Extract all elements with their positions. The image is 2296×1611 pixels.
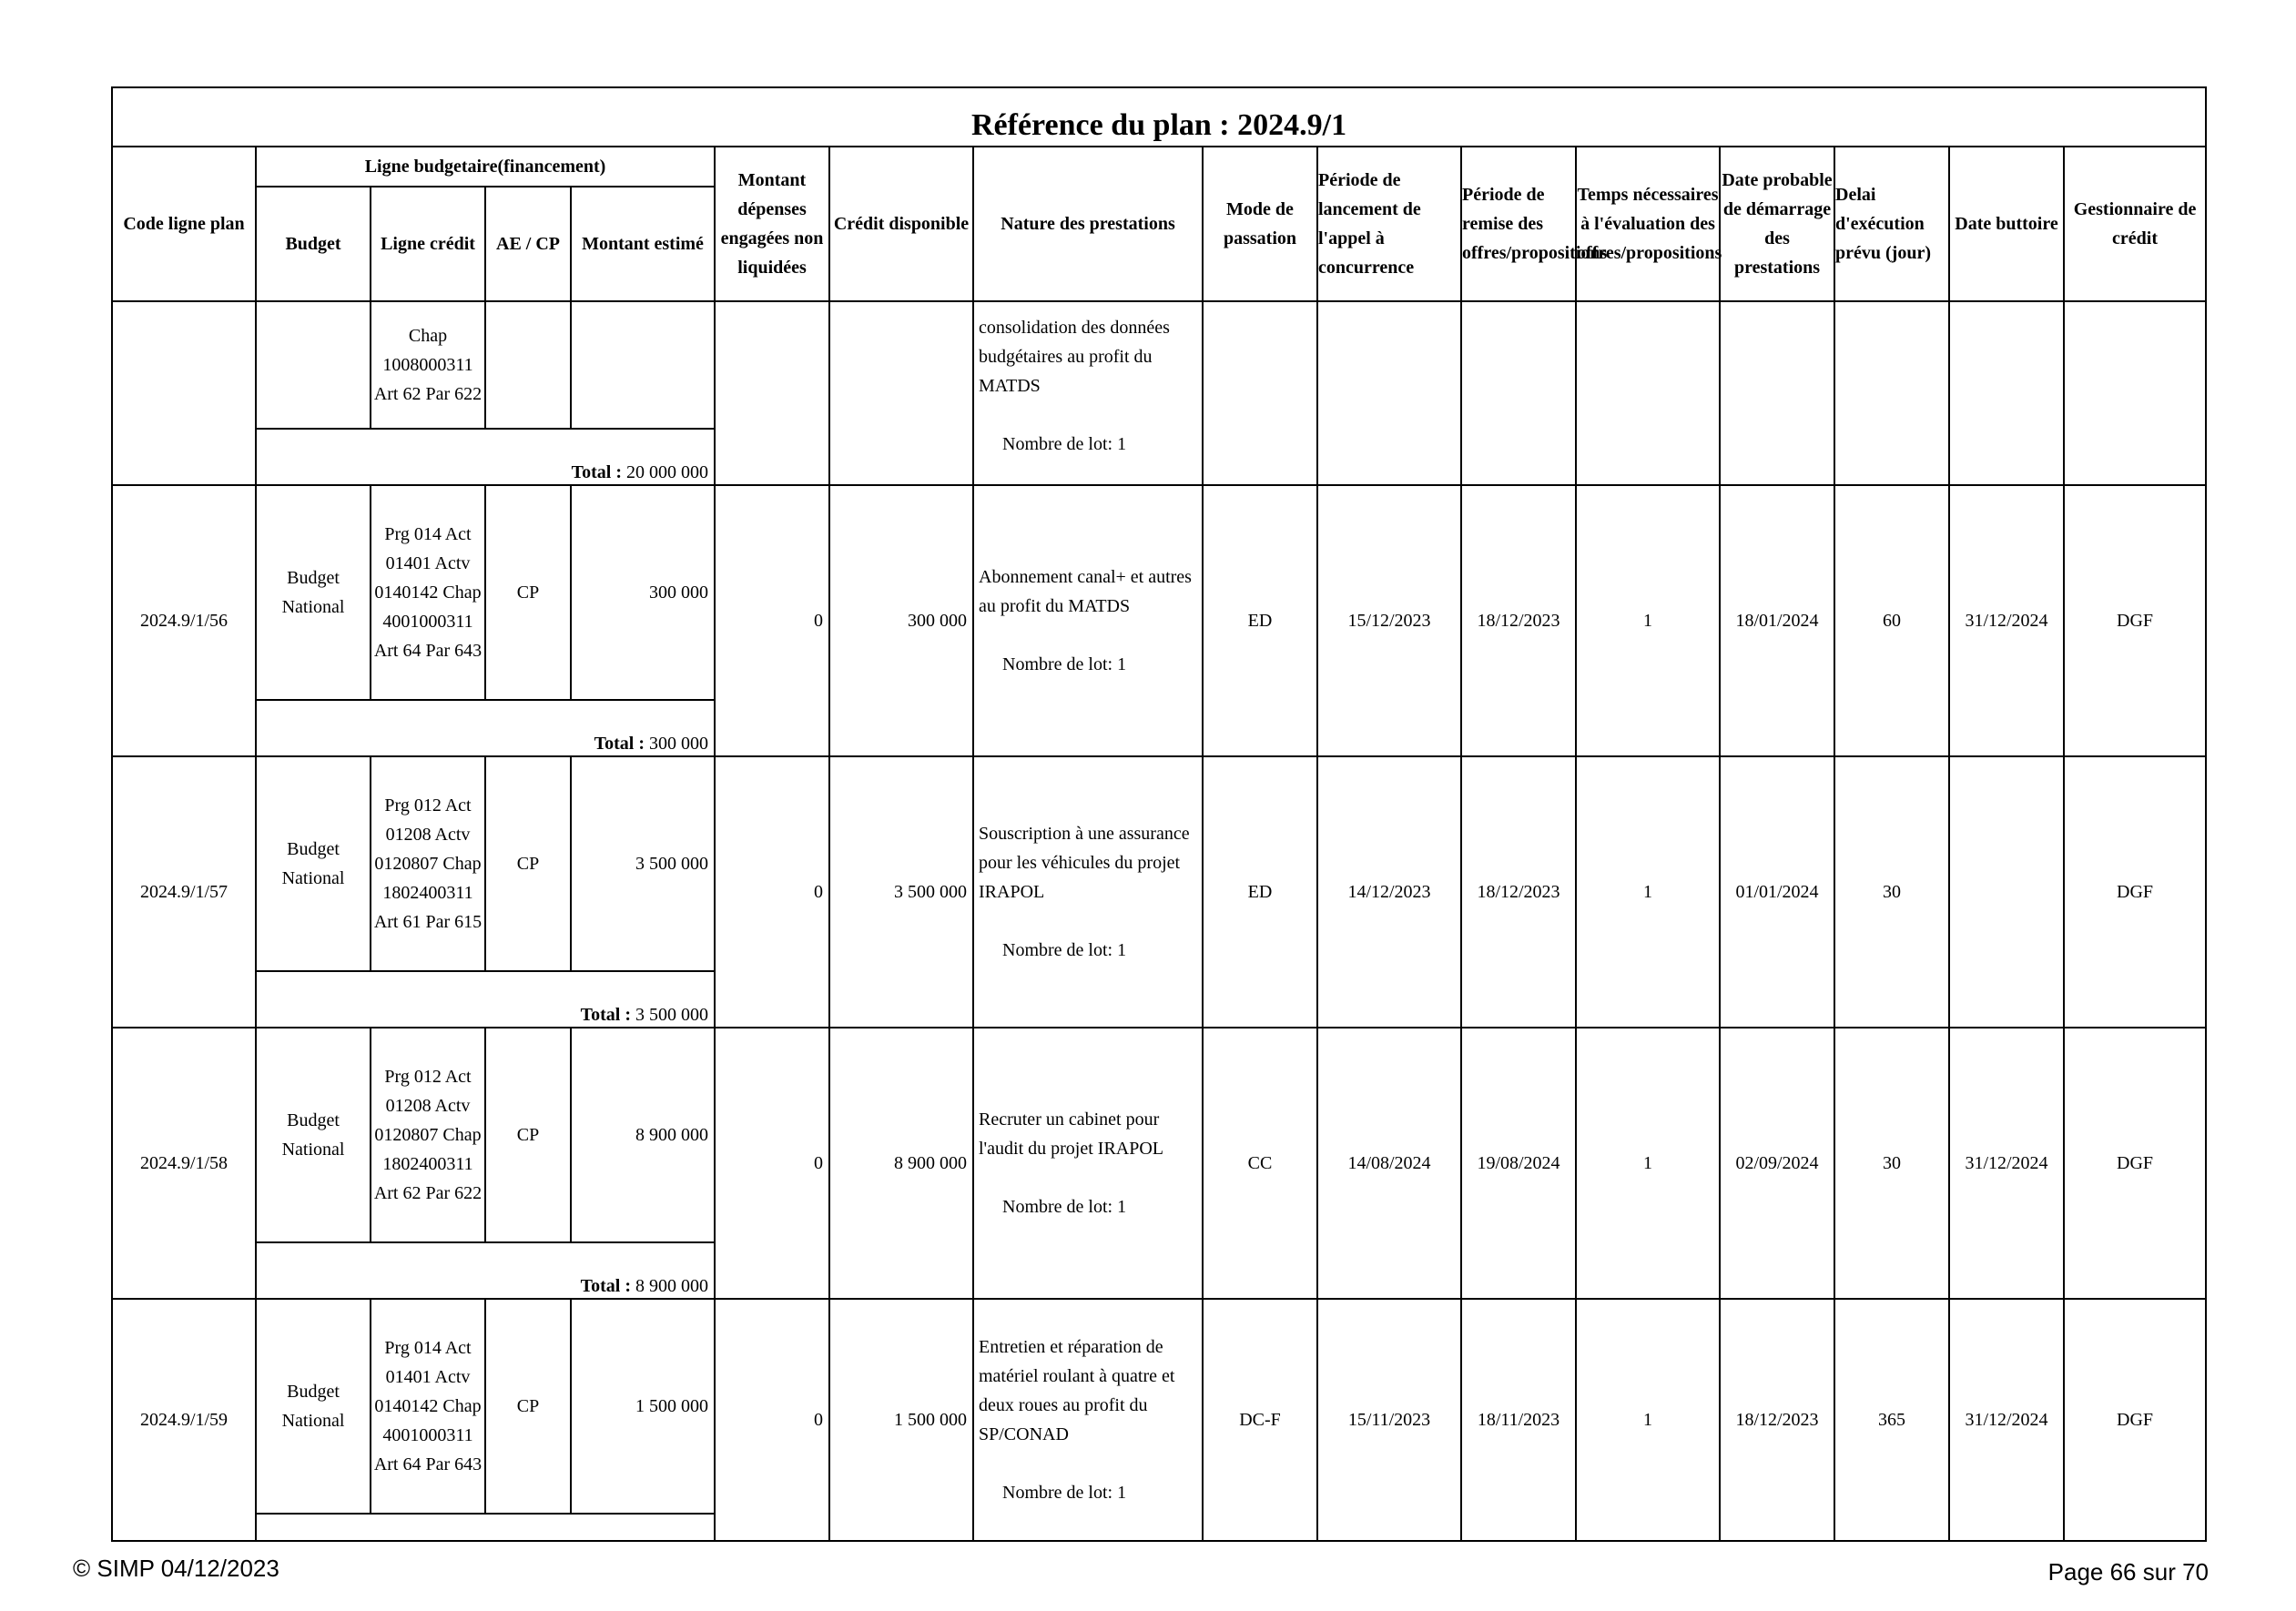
table-row xyxy=(112,1028,2206,1242)
footer-page-number: Page 66 sur 70 xyxy=(2047,1558,2209,1586)
delai-execution-cell: 30 xyxy=(1834,756,1949,1028)
delai-execution-cell: 365 xyxy=(1834,1299,1949,1541)
gestionnaire-cell: DGF xyxy=(2064,485,2206,756)
total-row xyxy=(256,700,715,756)
header-mode-passation: Mode de passation xyxy=(1203,147,1317,301)
header-date-demarrage: Date probable de démarrage des prestations xyxy=(1720,147,1834,301)
mode-passation-cell xyxy=(1203,301,1317,485)
montant-depenses-cell xyxy=(715,301,829,485)
code-ligne-plan-cell xyxy=(112,301,256,485)
montant-depenses-cell: 0 xyxy=(715,1299,829,1541)
temps-evaluation-cell: 1 xyxy=(1576,1299,1720,1541)
credit-disponible-cell: 3 500 000 xyxy=(829,756,973,1028)
procurement-plan-table xyxy=(111,86,2207,1542)
date-buttoire-cell: 31/12/2024 xyxy=(1949,1028,2064,1299)
total-value: 8 900 000 xyxy=(635,1276,708,1296)
total-label: Total : xyxy=(580,1005,631,1025)
ae-cp-cell: CP xyxy=(485,756,571,971)
date-buttoire-cell: 31/12/2024 xyxy=(1949,1299,2064,1541)
nature-text: Entretien et réparation de matériel roulant à quatre et deux roues au profit du SP/CONAD xyxy=(979,1337,1175,1444)
periode-lancement-cell xyxy=(1317,301,1461,485)
nature-prestations-cell xyxy=(973,301,1203,485)
lot-count: Nombre de lot: 1 xyxy=(1002,940,1127,960)
nature-text: consolidation des données budgétaires au profit du MATDS xyxy=(979,318,1170,396)
header-nature-prestations: Nature des prestations xyxy=(973,147,1203,301)
periode-lancement-cell: 15/12/2023 xyxy=(1317,485,1461,756)
temps-evaluation-cell: 1 xyxy=(1576,756,1720,1028)
periode-lancement-cell: 14/08/2024 xyxy=(1317,1028,1461,1299)
header-periode-lancement: Période de lancement de l'appel à concurrence xyxy=(1317,147,1461,301)
header-montant-depenses: Montant dépenses engagées non liquidées xyxy=(715,147,829,301)
total-value: 3 500 000 xyxy=(635,1005,708,1025)
total-value: 300 000 xyxy=(649,734,708,754)
date-demarrage-cell xyxy=(1720,301,1834,485)
lot-count: Nombre de lot: 1 xyxy=(1002,1197,1127,1217)
ligne-credit-cell: Prg 012 Act 01208 Actv 0120807 Chap 1802400311 Art 62 Par 622 xyxy=(371,1028,485,1242)
header-credit-disponible: Crédit disponible xyxy=(829,147,973,301)
periode-remise-cell: 18/11/2023 xyxy=(1461,1299,1576,1541)
total-row xyxy=(256,971,715,1028)
mode-passation-cell: ED xyxy=(1203,485,1317,756)
gestionnaire-cell xyxy=(2064,301,2206,485)
temps-evaluation-cell xyxy=(1576,301,1720,485)
total-label: Total : xyxy=(594,734,645,754)
code-ligne-plan-cell: 2024.9/1/58 xyxy=(112,1028,256,1299)
mode-passation-cell: CC xyxy=(1203,1028,1317,1299)
code-ligne-plan-cell: 2024.9/1/56 xyxy=(112,485,256,756)
periode-remise-cell xyxy=(1461,301,1576,485)
total-row xyxy=(256,1242,715,1299)
periode-remise-cell: 18/12/2023 xyxy=(1461,756,1576,1028)
montant-estime-cell xyxy=(571,301,715,429)
lot-count: Nombre de lot: 1 xyxy=(1002,654,1127,674)
periode-remise-cell: 18/12/2023 xyxy=(1461,485,1576,756)
budget-cell: Budget National xyxy=(256,485,371,700)
montant-depenses-cell: 0 xyxy=(715,1028,829,1299)
budget-cell: Budget National xyxy=(256,756,371,971)
ligne-credit-cell: Prg 014 Act 01401 Actv 0140142 Chap 4001000311 Art 64 Par 643 xyxy=(371,1299,485,1514)
montant-depenses-cell: 0 xyxy=(715,756,829,1028)
header-budget: Budget xyxy=(256,187,371,301)
total-value: 20 000 000 xyxy=(626,462,708,482)
montant-estime-cell: 8 900 000 xyxy=(571,1028,715,1242)
header-montant-estime: Montant estimé xyxy=(571,187,715,301)
table-row xyxy=(112,485,2206,700)
header-date-buttoire: Date buttoire xyxy=(1949,147,2064,301)
temps-evaluation-cell: 1 xyxy=(1576,1028,1720,1299)
credit-disponible-cell: 300 000 xyxy=(829,485,973,756)
header-code-ligne-plan: Code ligne plan xyxy=(112,147,256,301)
code-ligne-plan-cell: 2024.9/1/57 xyxy=(112,756,256,1028)
budget-cell xyxy=(256,301,371,429)
total-label: Total : xyxy=(571,462,622,482)
gestionnaire-cell: DGF xyxy=(2064,1299,2206,1541)
gestionnaire-cell: DGF xyxy=(2064,1028,2206,1299)
nature-prestations-cell xyxy=(973,1028,1203,1299)
header-periode-remise: Période de remise des offres/propositions xyxy=(1461,147,1576,301)
periode-lancement-cell: 14/12/2023 xyxy=(1317,756,1461,1028)
date-demarrage-cell: 01/01/2024 xyxy=(1720,756,1834,1028)
footer-copyright: © SIMP 04/12/2023 xyxy=(73,1555,279,1582)
header-delai-execution: Delai d'exécution prévu (jour) xyxy=(1834,147,1949,301)
header-ligne-credit: Ligne crédit xyxy=(371,187,485,301)
gestionnaire-cell: DGF xyxy=(2064,756,2206,1028)
nature-text: Souscription à une assurance pour les véhicules du projet IRAPOL xyxy=(979,824,1190,902)
mode-passation-cell: ED xyxy=(1203,756,1317,1028)
periode-remise-cell: 19/08/2024 xyxy=(1461,1028,1576,1299)
total-row xyxy=(256,1514,715,1541)
header-ligne-budgetaire: Ligne budgetaire(financement) xyxy=(256,147,715,187)
table-row xyxy=(112,756,2206,971)
total-row xyxy=(256,429,715,485)
header-gestionnaire-credit: Gestionnaire de crédit xyxy=(2064,147,2206,301)
header-temps-evaluation: Temps nécessaires à l'évaluation des offres/propositions xyxy=(1576,147,1720,301)
total-label: Total : xyxy=(580,1276,631,1296)
ae-cp-cell: CP xyxy=(485,1028,571,1242)
montant-depenses-cell: 0 xyxy=(715,485,829,756)
budget-cell: Budget National xyxy=(256,1028,371,1242)
ae-cp-cell: CP xyxy=(485,1299,571,1514)
lot-count: Nombre de lot: 1 xyxy=(1002,434,1127,454)
budget-cell: Budget National xyxy=(256,1299,371,1514)
ae-cp-cell: CP xyxy=(485,485,571,700)
montant-estime-cell: 1 500 000 xyxy=(571,1299,715,1514)
header-ae-cp: AE / CP xyxy=(485,187,571,301)
date-buttoire-cell xyxy=(1949,756,2064,1028)
ligne-credit-cell: Prg 014 Act 01401 Actv 0140142 Chap 4001000311 Art 64 Par 643 xyxy=(371,485,485,700)
code-ligne-plan-cell: 2024.9/1/59 xyxy=(112,1299,256,1541)
date-demarrage-cell: 02/09/2024 xyxy=(1720,1028,1834,1299)
nature-text: Recruter un cabinet pour l'audit du projet IRAPOL xyxy=(979,1109,1164,1159)
credit-disponible-cell xyxy=(829,301,973,485)
lot-count: Nombre de lot: 1 xyxy=(1002,1483,1127,1503)
montant-estime-cell: 300 000 xyxy=(571,485,715,700)
ligne-credit-cell: Prg 012 Act 01208 Actv 0120807 Chap 1802400311 Art 61 Par 615 xyxy=(371,756,485,971)
date-demarrage-cell: 18/12/2023 xyxy=(1720,1299,1834,1541)
credit-disponible-cell: 8 900 000 xyxy=(829,1028,973,1299)
nature-prestations-cell xyxy=(973,1299,1203,1541)
table-row xyxy=(112,1299,2206,1514)
delai-execution-cell: 60 xyxy=(1834,485,1949,756)
date-demarrage-cell: 18/01/2024 xyxy=(1720,485,1834,756)
ae-cp-cell xyxy=(485,301,571,429)
nature-prestations-cell xyxy=(973,485,1203,756)
date-buttoire-cell: 31/12/2024 xyxy=(1949,485,2064,756)
date-buttoire-cell xyxy=(1949,301,2064,485)
ligne-credit-cell: Chap 1008000311 Art 62 Par 622 xyxy=(371,301,485,429)
nature-text: Abonnement canal+ et autres au profit du MATDS xyxy=(979,567,1192,616)
credit-disponible-cell: 1 500 000 xyxy=(829,1299,973,1541)
montant-estime-cell: 3 500 000 xyxy=(571,756,715,971)
delai-execution-cell xyxy=(1834,301,1949,485)
periode-lancement-cell: 15/11/2023 xyxy=(1317,1299,1461,1541)
plan-reference-title: Référence du plan : 2024.9/1 xyxy=(112,87,2206,147)
delai-execution-cell: 30 xyxy=(1834,1028,1949,1299)
temps-evaluation-cell: 1 xyxy=(1576,485,1720,756)
nature-prestations-cell xyxy=(973,756,1203,1028)
mode-passation-cell: DC-F xyxy=(1203,1299,1317,1541)
